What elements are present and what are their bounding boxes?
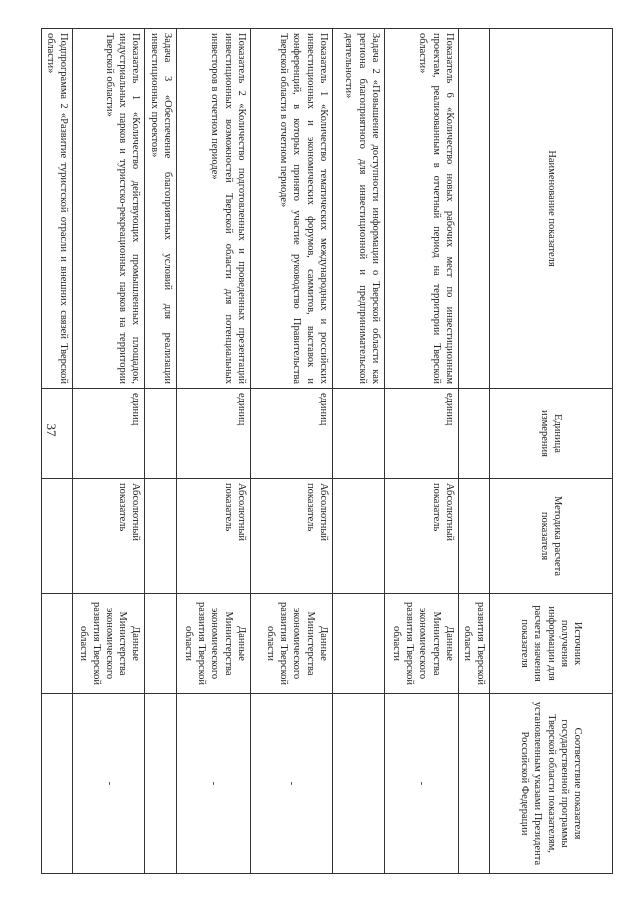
header-source: Источник получения информации для расчета значения показателя (490, 594, 613, 694)
table-row (384, 29, 458, 874)
cell-name: Показатель 6 «Количество новых рабочих мест по инвестиционным проектам, реализованным в отчетный период на территории Тверской области» (384, 29, 458, 389)
cell-method: Абсолютный показатель (73, 479, 145, 594)
cell-unit: единиц (384, 389, 458, 479)
cell-match: - (73, 694, 145, 874)
table-row (250, 29, 332, 874)
table-header-row (490, 29, 613, 874)
cell-method (145, 479, 176, 594)
cell-unit (42, 389, 73, 479)
cell-match (458, 694, 489, 874)
table-row (458, 29, 489, 874)
header-unit: Единица измерения (490, 389, 613, 479)
page-number: 37 (44, 423, 59, 437)
cell-name (458, 29, 489, 389)
cell-name: Задача 2 «Повышение доступности информации о Тверской области как региона благоприятного для инвестиционной и предпринимательской деятельности» (332, 29, 384, 389)
cell-source (332, 594, 384, 694)
cell-match (145, 694, 176, 874)
cell-name: Подпрограмма 2 «Развитие туристской отрасли и внешних связей Тверской области» (42, 29, 73, 389)
table-row (42, 29, 73, 874)
cell-name: Показатель 1 «Количество тематических международных и российских инвестиционных и экономических форумов, саммитов, выставок и конференций, в которых принято участие руководство Правительства Тверской области в отчетном периоде» (250, 29, 332, 389)
cell-source: развития Тверской области (458, 594, 489, 694)
cell-source (145, 594, 176, 694)
table-row (332, 29, 384, 874)
table-row (145, 29, 176, 874)
cell-source: Данные Министерства экономического развития Тверской области (250, 594, 332, 694)
cell-method: Абсолютный показатель (250, 479, 332, 594)
cell-unit (332, 389, 384, 479)
cell-unit (145, 389, 176, 479)
cell-method: Абсолютный показатель (384, 479, 458, 594)
cell-match: - (384, 694, 458, 874)
cell-name: Задача 3 «Обеспечение благоприятных условий для реализации инвестиционных проектов» (145, 29, 176, 389)
cell-method (332, 479, 384, 594)
header-method: Методика расчета показателя (490, 479, 613, 594)
cell-source: Данные Министерства экономического развития Тверской области (384, 594, 458, 694)
cell-match: - (250, 694, 332, 874)
header-name: Наименование показателя (490, 29, 613, 389)
cell-unit: единиц (176, 389, 250, 479)
cell-match (332, 694, 384, 874)
cell-method: Абсолютный показатель (176, 479, 250, 594)
cell-match: - (176, 694, 250, 874)
cell-match (42, 694, 73, 874)
table-row (73, 29, 145, 874)
cell-source: Данные Министерства экономического развития Тверской области (176, 594, 250, 694)
cell-unit (458, 389, 489, 479)
cell-source: Данные Министерства экономического развития Тверской области (73, 594, 145, 694)
indicators-table (41, 28, 613, 874)
cell-method (42, 479, 73, 594)
cell-method (458, 479, 489, 594)
cell-name: Показатель 2 «Количество подготовленных и проведенных презентаций инвестиционных возможностей Тверской области для потенциальных инвесторов в отчетном периоде» (176, 29, 250, 389)
cell-name: Показатель 1 «Количество действующих промышленных площадок, индустриальных парков и туристско-рекреационных парков на территории Тверской области» (73, 29, 145, 389)
cell-unit: единиц (73, 389, 145, 479)
cell-unit: единиц (250, 389, 332, 479)
table-row (176, 29, 250, 874)
cell-source (42, 594, 73, 694)
header-match: Соответствие показателя государственной программы Тверской области показателям, установленным указами Президента Российской Федерации (490, 694, 613, 874)
